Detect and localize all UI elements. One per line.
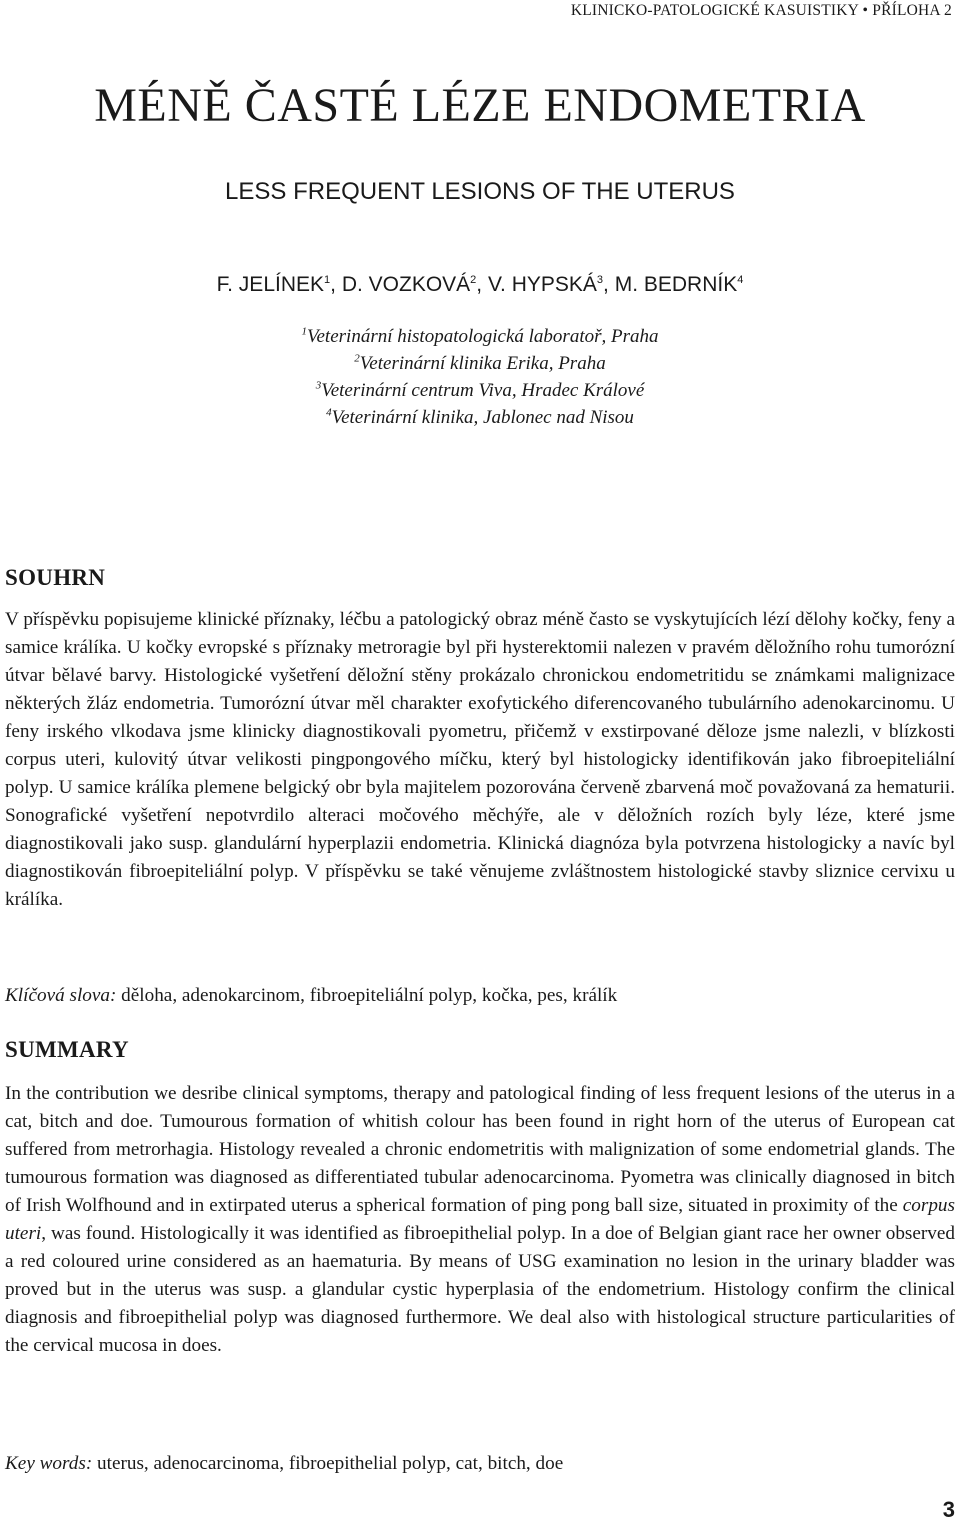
affiliation-mark: 2: [354, 352, 360, 365]
affiliation: [0, 350, 960, 377]
affiliation-mark: 4: [326, 406, 332, 419]
summary-heading: SUMMARY: [5, 1037, 129, 1062]
summary-text-part: In the contribution we desribe clinical symptoms, therapy and patological finding of less frequent lesions of the uterus in a cat, bitch and doe. Tumourous formation of whitish colour has been found in right horn of the uterus of European cat suffered from metrorhagia. Histology revealed a chronic endometritis with malignization of some endometrial glands. The tumourous formation was diagnosed as differentiated tubular adenocarcinoma. Pyometra was clinically diagnosed in bitch of Irish Wolfhound and in extirpated uterus a spherical formation of ping pong ball size, situated in proximity of the: [5, 1083, 955, 1216]
summary-text: [5, 1080, 955, 1360]
keywords-value: uterus, adenocarcinoma, fibroepithelial polyp, cat, bitch, doe: [97, 1453, 564, 1474]
author-affiliation-mark: 4: [737, 274, 744, 286]
author-affiliation-mark: 2: [470, 274, 477, 286]
affiliation: [0, 404, 960, 431]
article-subtitle: LESS FREQUENT LESIONS OF THE UTERUS: [225, 178, 735, 205]
keywords-label: Key words:: [5, 1453, 93, 1474]
affiliation-mark: 1: [301, 325, 307, 338]
author-name: D. VOZKOVÁ: [341, 273, 471, 296]
running-head: KLINICKO-PATOLOGICKÉ KASUISTIKY • PŘÍLOHA 2: [570, 2, 952, 19]
affiliation-text: Veterinární klinika Erika, Praha: [359, 353, 606, 374]
affiliation-list: [0, 323, 960, 431]
affiliation-text: Veterinární centrum Viva, Hradec Králové: [321, 380, 645, 401]
souhrn-text: V příspěvku popisujeme klinické příznaky, léčbu a patologický obraz méně často se vyskytujících lézí dělohy kočky, feny a samice králíka. U kočky evropské s příznaky metroragie byl při hysterektomii nalezen v pravém děložního rohu tumorózní útvar bělavé barvy. Histologické vyšetření děložní stěny prokázalo chronickou endometritidu se známkami malignizace některých žláz endometria. Tumorózní útvar měl charakter exofytického diferencovaného tubulárního adenokarcinomu. U feny irského vlkodava jsme klinicky diagnostikovali pyometru, přičemž v exstirpované děloze jsme nalezli, v blízkosti corpus uteri, kulovitý útvar velikosti pingpongového míčku, který byl histologicky identifikován jako fibroepiteliální polyp. U samice králíka plemene belgický obr byla majitelem pozorována červeně zbarvená moč považovaná za hematurii. Sonografické vyšetření nepotvrdilo alteraci močového měchýře, ale v děložních rozích byly léze, které jsme diagnostikovali jako susp. glandulární hyperplazii endometria. Klinická diagnóza byla potvrzena histologicky a navíc byl diagnostikován fibroepiteliální polyp. V příspěvku se také věnujeme zvláštnostem histologické stavby sliznice cervixu u králíka.: [5, 609, 955, 910]
author-affiliation-mark: 1: [324, 274, 331, 286]
author-name: M. BEDRNÍK: [614, 273, 738, 296]
author-name: V. HYPSKÁ: [487, 273, 597, 296]
summary-keywords: [5, 1450, 955, 1478]
affiliation-mark: 3: [315, 379, 322, 392]
summary-italic-term: corpus uteri: [5, 1195, 955, 1244]
affiliation: [0, 323, 960, 350]
author-name: F. JELÍNEK: [216, 273, 325, 296]
souhrn-keywords: [5, 982, 955, 1010]
keywords-value: děloha, adenokarcinom, fibroepiteliální polyp, kočka, pes, králík: [121, 985, 618, 1006]
souhrn-heading: SOUHRN: [5, 565, 106, 590]
affiliation: [0, 377, 960, 404]
author-affiliation-mark: 3: [596, 274, 604, 286]
affiliation-text: Veterinární klinika, Jablonec nad Nisou: [331, 407, 634, 428]
keywords-label: Klíčová slova:: [5, 985, 117, 1006]
article-title: MÉNĚ ČASTÉ LÉZE ENDOMETRIA: [94, 79, 866, 132]
page-number: 3: [942, 1497, 955, 1522]
affiliation-text: Veterinární histopatologická laboratoř, Praha: [307, 326, 659, 347]
author-list: F. JELÍNEK$^1$, D. VOZKOVÁ$^2$, V. HYPSKÁ$^3$, M. BEDRNÍK$^4$: [216, 273, 744, 296]
summary-text-part: , was found. Histologically it was identified as fibroepithelial polyp. In a doe of Belgian giant race her owner observed a red coloured urine considered as an haematuria. By means of USG examination no lesion in the urinary bladder was proved but in the uterus was susp. a glandular cystic hyperplasia of the endometrium. Histology confirm the clinical diagnosis and fibroepithelial polyp was diagnosed furthermore. We deal also with histological structure particularities of the cervical mucosa in does.: [5, 1223, 955, 1356]
